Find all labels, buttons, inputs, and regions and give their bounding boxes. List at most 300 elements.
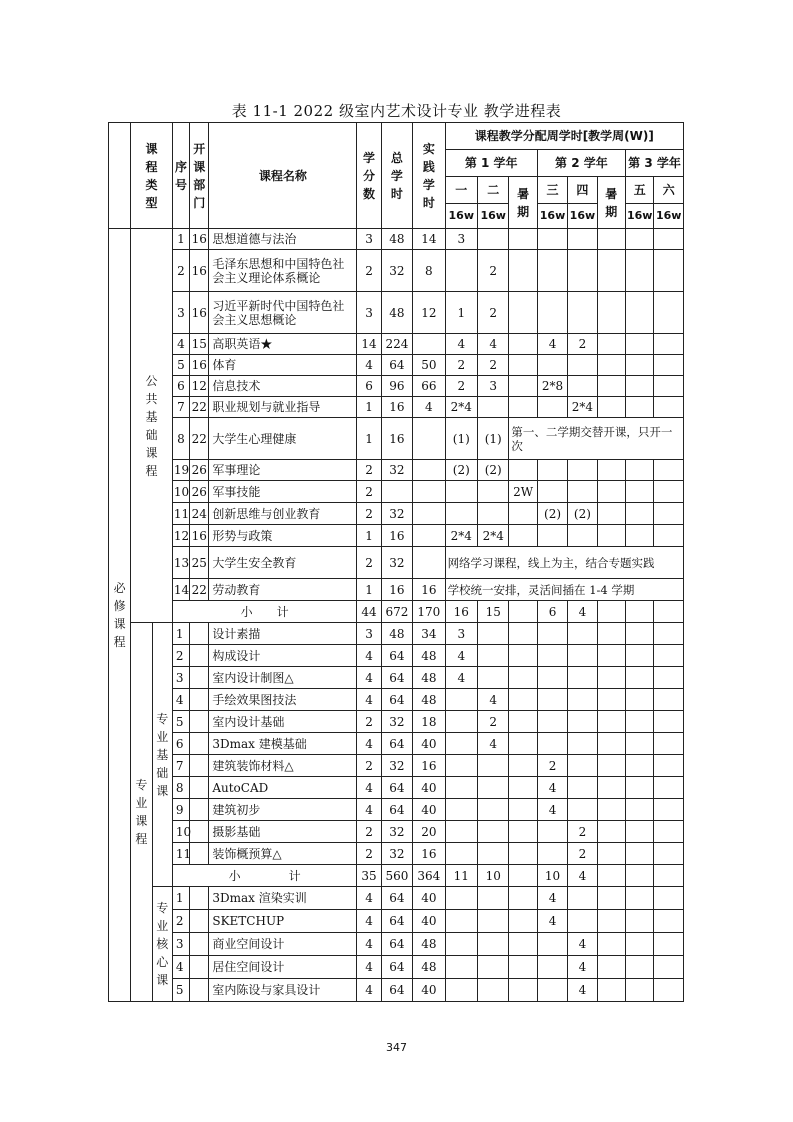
semester-cell: [626, 601, 654, 623]
semester-cell: [509, 933, 537, 956]
dept-cell: [190, 956, 209, 979]
hours-cell: 32: [381, 250, 412, 292]
header-year-3: 第 3 学年: [626, 150, 684, 177]
subtotal-label: 小 计: [172, 601, 357, 623]
hours-cell: 32: [381, 503, 412, 525]
credits-cell: 4: [357, 799, 381, 821]
hours-cell: 32: [381, 460, 412, 481]
credits-cell: 4: [357, 887, 381, 910]
hours-cell: 64: [381, 667, 412, 689]
semester-cell: [509, 355, 537, 376]
semester-cell: [597, 334, 625, 355]
semester-cell: [626, 525, 654, 547]
semester-cell: [597, 865, 625, 887]
semester-cell: [537, 250, 567, 292]
semester-cell: [597, 777, 625, 799]
public-group-label: 公共基础课程: [131, 229, 173, 623]
dept-cell: [190, 887, 209, 910]
semester-cell: [537, 733, 567, 755]
table-row: [109, 777, 684, 799]
course-name-cell: AutoCAD: [209, 777, 357, 799]
table-row: [109, 799, 684, 821]
semester-cell: 4: [478, 689, 509, 711]
semester-cell: [626, 667, 654, 689]
course-name-cell: 高职英语★: [209, 334, 357, 355]
dept-cell: 16: [190, 355, 209, 376]
seq-cell: 4: [172, 334, 189, 355]
seq-cell: 7: [172, 397, 189, 418]
practice-cell: 34: [413, 623, 445, 645]
practice-cell: 20: [413, 821, 445, 843]
hours-cell: 64: [381, 933, 412, 956]
table-row: [109, 667, 684, 689]
table-row: [109, 229, 684, 250]
semester-cell: [478, 910, 509, 933]
semester-cell: [626, 355, 654, 376]
hours-cell: 48: [381, 292, 412, 334]
credits-cell: 4: [357, 689, 381, 711]
course-name-cell: 思想道德与法治: [209, 229, 357, 250]
dept-cell: [190, 933, 209, 956]
semester-cell: [537, 460, 567, 481]
header-allocation: 课程教学分配周学时[教学周(W)]: [445, 123, 683, 150]
course-name-cell: 劳动教育: [209, 579, 357, 601]
seq-cell: 5: [172, 711, 189, 733]
table-row: [109, 933, 684, 956]
credits-cell: 2: [357, 547, 381, 579]
semester-cell: [654, 481, 684, 503]
major-group-label: 专业课程: [131, 623, 152, 1002]
semester-cell: [509, 733, 537, 755]
semester-cell: 4: [478, 733, 509, 755]
semester-cell: [597, 799, 625, 821]
practice-cell: 40: [413, 777, 445, 799]
semester-cell: 4: [568, 865, 597, 887]
course-name-cell: 室内设计基础: [209, 711, 357, 733]
seq-cell: 12: [172, 525, 189, 547]
header-blank: [109, 123, 131, 229]
credits-cell: 2: [357, 843, 381, 865]
semester-cell: 4: [537, 777, 567, 799]
dept-cell: [190, 755, 209, 777]
credits-cell: 3: [357, 229, 381, 250]
semester-cell: [445, 821, 477, 843]
header-name: 课程名称: [209, 123, 357, 229]
semester-cell: 15: [478, 601, 509, 623]
credits-cell: 6: [357, 376, 381, 397]
semester-cell: [537, 525, 567, 547]
semester-cell: [509, 334, 537, 355]
semester-cell: [654, 910, 684, 933]
semester-cell: [568, 777, 597, 799]
dept-cell: 15: [190, 334, 209, 355]
credits-cell: 4: [357, 777, 381, 799]
header-weeks-4: 16w: [568, 204, 597, 229]
semester-cell: [478, 667, 509, 689]
semester-cell: [654, 956, 684, 979]
semester-cell: [654, 397, 684, 418]
table-row: [109, 843, 684, 865]
table-row: [109, 376, 684, 397]
foundation-sub-label: 专业基础课: [152, 623, 172, 887]
seq-cell: 6: [172, 376, 189, 397]
semester-cell: [654, 601, 684, 623]
header-weeks-1: 16w: [445, 204, 477, 229]
semester-cell: [445, 689, 477, 711]
semester-cell: [568, 887, 597, 910]
course-name-cell: 大学生心理健康: [209, 418, 357, 460]
header-term-3: 三: [537, 177, 567, 204]
semester-cell: [597, 821, 625, 843]
semester-cell: [626, 733, 654, 755]
semester-cell: [654, 525, 684, 547]
table-row: [109, 334, 684, 355]
semester-cell: [654, 623, 684, 645]
subtotal-label: 小 计: [172, 865, 357, 887]
semester-cell: [537, 689, 567, 711]
table-row: [109, 755, 684, 777]
semester-cell: [654, 755, 684, 777]
course-name-cell: 摄影基础: [209, 821, 357, 843]
semester-cell: [597, 376, 625, 397]
page-title: 表 11-1 2022 级室内艺术设计专业 教学进程表: [231, 102, 562, 120]
practice-cell: 8: [413, 250, 445, 292]
semester-cell: [445, 979, 477, 1002]
header-dept: 开课部门: [190, 123, 209, 229]
course-name-cell: 3Dmax 建模基础: [209, 733, 357, 755]
credits-cell: 2: [357, 503, 381, 525]
semester-cell: [626, 799, 654, 821]
semester-cell: [509, 689, 537, 711]
semester-cell: [626, 887, 654, 910]
semester-cell: [537, 623, 567, 645]
semester-cell: [568, 623, 597, 645]
semester-cell: [478, 777, 509, 799]
semester-cell: [654, 711, 684, 733]
semester-cell: (2): [568, 503, 597, 525]
course-name-cell: 室内设计制图△: [209, 667, 357, 689]
semester-cell: [478, 623, 509, 645]
semester-cell: [509, 979, 537, 1002]
term-2-cell: (1): [478, 418, 509, 460]
subtotal-row: [109, 865, 684, 887]
practice-cell: [413, 418, 445, 460]
schedule-note: 网络学习课程，线上为主，结合专题实践: [445, 547, 683, 579]
semester-cell: [654, 645, 684, 667]
semester-cell: [537, 355, 567, 376]
semester-cell: [568, 667, 597, 689]
seq-cell: 2: [172, 910, 189, 933]
course-name-cell: 商业空间设计: [209, 933, 357, 956]
semester-cell: [654, 689, 684, 711]
header-term-2: 二: [478, 177, 509, 204]
credits-cell: 2: [357, 755, 381, 777]
seq-cell: 1: [172, 887, 189, 910]
credits-cell: 44: [357, 601, 381, 623]
semester-cell: [509, 865, 537, 887]
term-1-cell: (1): [445, 418, 477, 460]
table-row: [109, 355, 684, 376]
dept-cell: 16: [190, 250, 209, 292]
practice-cell: 4: [413, 397, 445, 418]
credits-cell: 3: [357, 292, 381, 334]
dept-cell: 22: [190, 397, 209, 418]
semester-cell: 16: [445, 601, 477, 623]
semester-cell: [626, 843, 654, 865]
semester-cell: [478, 843, 509, 865]
semester-cell: [597, 292, 625, 334]
table-row: [109, 956, 684, 979]
semester-cell: [568, 525, 597, 547]
semester-cell: 2: [445, 376, 477, 397]
semester-cell: [654, 503, 684, 525]
hours-cell: 32: [381, 755, 412, 777]
semester-cell: [568, 481, 597, 503]
seq-cell: 5: [172, 355, 189, 376]
credits-cell: 2: [357, 250, 381, 292]
semester-cell: [445, 777, 477, 799]
table-row: [109, 689, 684, 711]
semester-cell: [537, 711, 567, 733]
hours-cell: [381, 481, 412, 503]
header-weeks-5: 16w: [626, 204, 654, 229]
semester-cell: [597, 250, 625, 292]
credits-cell: 4: [357, 956, 381, 979]
hours-cell: 64: [381, 910, 412, 933]
seq-cell: 13: [172, 547, 189, 579]
semester-cell: [597, 843, 625, 865]
dept-cell: 24: [190, 503, 209, 525]
semester-cell: [509, 843, 537, 865]
course-name-cell: 习近平新时代中国特色社会主义思想概论: [209, 292, 357, 334]
semester-cell: [478, 481, 509, 503]
hours-cell: 64: [381, 645, 412, 667]
semester-cell: [597, 229, 625, 250]
semester-cell: 2: [568, 821, 597, 843]
dept-cell: [190, 689, 209, 711]
seq-cell: 1: [172, 623, 189, 645]
semester-cell: [597, 460, 625, 481]
table-row: [109, 579, 684, 601]
semester-cell: [478, 956, 509, 979]
semester-cell: [478, 397, 509, 418]
semester-cell: 10: [537, 865, 567, 887]
semester-cell: 2: [478, 355, 509, 376]
practice-cell: 40: [413, 887, 445, 910]
table-row: [109, 887, 684, 910]
semester-cell: [654, 843, 684, 865]
credits-cell: 2: [357, 821, 381, 843]
semester-cell: [509, 376, 537, 397]
semester-cell: [568, 292, 597, 334]
semester-cell: [478, 645, 509, 667]
hours-cell: 560: [381, 865, 412, 887]
semester-cell: [597, 645, 625, 667]
semester-cell: [597, 979, 625, 1002]
dept-cell: [190, 711, 209, 733]
semester-cell: [445, 887, 477, 910]
semester-cell: [626, 460, 654, 481]
practice-cell: 40: [413, 799, 445, 821]
course-name-cell: 大学生安全教育: [209, 547, 357, 579]
table-row: [109, 821, 684, 843]
semester-cell: [626, 292, 654, 334]
semester-cell: [626, 250, 654, 292]
semester-cell: [626, 956, 654, 979]
credits-cell: 1: [357, 525, 381, 547]
seq-cell: 19: [172, 460, 189, 481]
semester-cell: 4: [568, 601, 597, 623]
semester-cell: [654, 777, 684, 799]
hours-cell: 32: [381, 821, 412, 843]
dept-cell: 16: [190, 292, 209, 334]
hours-cell: 48: [381, 623, 412, 645]
semester-cell: 2: [478, 292, 509, 334]
hours-cell: 16: [381, 579, 412, 601]
hours-cell: 16: [381, 525, 412, 547]
semester-cell: [597, 956, 625, 979]
credits-cell: 4: [357, 667, 381, 689]
semester-cell: 4: [445, 667, 477, 689]
semester-cell: [445, 503, 477, 525]
course-name-cell: 职业规划与就业指导: [209, 397, 357, 418]
header-term-4: 四: [568, 177, 597, 204]
semester-cell: [478, 979, 509, 1002]
semester-cell: 2: [568, 334, 597, 355]
semester-cell: [654, 460, 684, 481]
practice-cell: 48: [413, 933, 445, 956]
semester-cell: 2*4: [445, 525, 477, 547]
semester-cell: [626, 777, 654, 799]
semester-cell: [626, 397, 654, 418]
semester-cell: [597, 933, 625, 956]
header-year-2: 第 2 学年: [537, 150, 625, 177]
practice-cell: 48: [413, 956, 445, 979]
course-name-cell: 3Dmax 渲染实训: [209, 887, 357, 910]
semester-cell: 2W: [509, 481, 537, 503]
header-credits: 学分数: [357, 123, 381, 229]
semester-cell: [478, 821, 509, 843]
semester-cell: [509, 667, 537, 689]
semester-cell: [568, 689, 597, 711]
practice-cell: 48: [413, 667, 445, 689]
credits-cell: 35: [357, 865, 381, 887]
credits-cell: 4: [357, 910, 381, 933]
semester-cell: [654, 865, 684, 887]
semester-cell: [445, 755, 477, 777]
semester-cell: [509, 799, 537, 821]
semester-cell: [537, 292, 567, 334]
practice-cell: [413, 460, 445, 481]
semester-cell: [509, 711, 537, 733]
header-summer-2: 暑期: [597, 177, 625, 229]
hours-cell: 96: [381, 376, 412, 397]
semester-cell: 4: [568, 933, 597, 956]
practice-cell: [413, 481, 445, 503]
curriculum-table: [108, 122, 684, 1002]
page-number: 347: [386, 1041, 407, 1054]
required-category: 必修课程: [109, 229, 131, 1002]
dept-cell: [190, 821, 209, 843]
dept-cell: 22: [190, 579, 209, 601]
course-name-cell: 建筑初步: [209, 799, 357, 821]
seq-cell: 1: [172, 229, 189, 250]
semester-cell: [626, 334, 654, 355]
semester-cell: [626, 821, 654, 843]
practice-cell: 18: [413, 711, 445, 733]
semester-cell: [537, 229, 567, 250]
dept-cell: [190, 979, 209, 1002]
semester-cell: 2: [568, 843, 597, 865]
semester-cell: [597, 397, 625, 418]
semester-cell: [626, 755, 654, 777]
semester-cell: 3: [445, 229, 477, 250]
semester-cell: [568, 645, 597, 667]
semester-cell: [654, 979, 684, 1002]
hours-cell: 64: [381, 689, 412, 711]
semester-cell: [537, 397, 567, 418]
header-year-1: 第 1 学年: [445, 150, 537, 177]
semester-cell: [478, 755, 509, 777]
schedule-note: 学校统一安排，灵活间插在 1-4 学期: [445, 579, 683, 601]
practice-cell: 40: [413, 910, 445, 933]
semester-cell: [568, 910, 597, 933]
semester-cell: [509, 601, 537, 623]
credits-cell: 3: [357, 623, 381, 645]
course-name-cell: 室内陈设与家具设计: [209, 979, 357, 1002]
semester-cell: [445, 481, 477, 503]
semester-cell: 2: [445, 355, 477, 376]
hours-cell: 224: [381, 334, 412, 355]
hours-cell: 64: [381, 733, 412, 755]
semester-cell: [654, 334, 684, 355]
table-row: [109, 711, 684, 733]
dept-cell: [190, 777, 209, 799]
semester-cell: [597, 910, 625, 933]
semester-cell: 4: [537, 887, 567, 910]
practice-cell: 48: [413, 689, 445, 711]
seq-cell: 4: [172, 956, 189, 979]
semester-cell: [445, 799, 477, 821]
header-seq: 序号: [172, 123, 189, 229]
semester-cell: [509, 460, 537, 481]
dept-cell: [190, 799, 209, 821]
schedule-note: 第一、二学期交替开课，只开一次: [509, 418, 684, 460]
semester-cell: [626, 376, 654, 397]
table-row: [109, 418, 684, 460]
hours-cell: 16: [381, 418, 412, 460]
semester-cell: (2): [478, 460, 509, 481]
seq-cell: 2: [172, 250, 189, 292]
semester-cell: [597, 355, 625, 376]
seq-cell: 8: [172, 777, 189, 799]
semester-cell: [537, 481, 567, 503]
semester-cell: [537, 956, 567, 979]
semester-cell: 4: [445, 334, 477, 355]
hours-cell: 64: [381, 887, 412, 910]
seq-cell: 7: [172, 755, 189, 777]
table-row: [109, 547, 684, 579]
hours-cell: 64: [381, 956, 412, 979]
semester-cell: [509, 755, 537, 777]
table-row: [109, 645, 684, 667]
header-weeks-2: 16w: [478, 204, 509, 229]
semester-cell: [626, 865, 654, 887]
semester-cell: [654, 733, 684, 755]
semester-cell: [568, 250, 597, 292]
semester-cell: 4: [537, 799, 567, 821]
hours-cell: 64: [381, 979, 412, 1002]
